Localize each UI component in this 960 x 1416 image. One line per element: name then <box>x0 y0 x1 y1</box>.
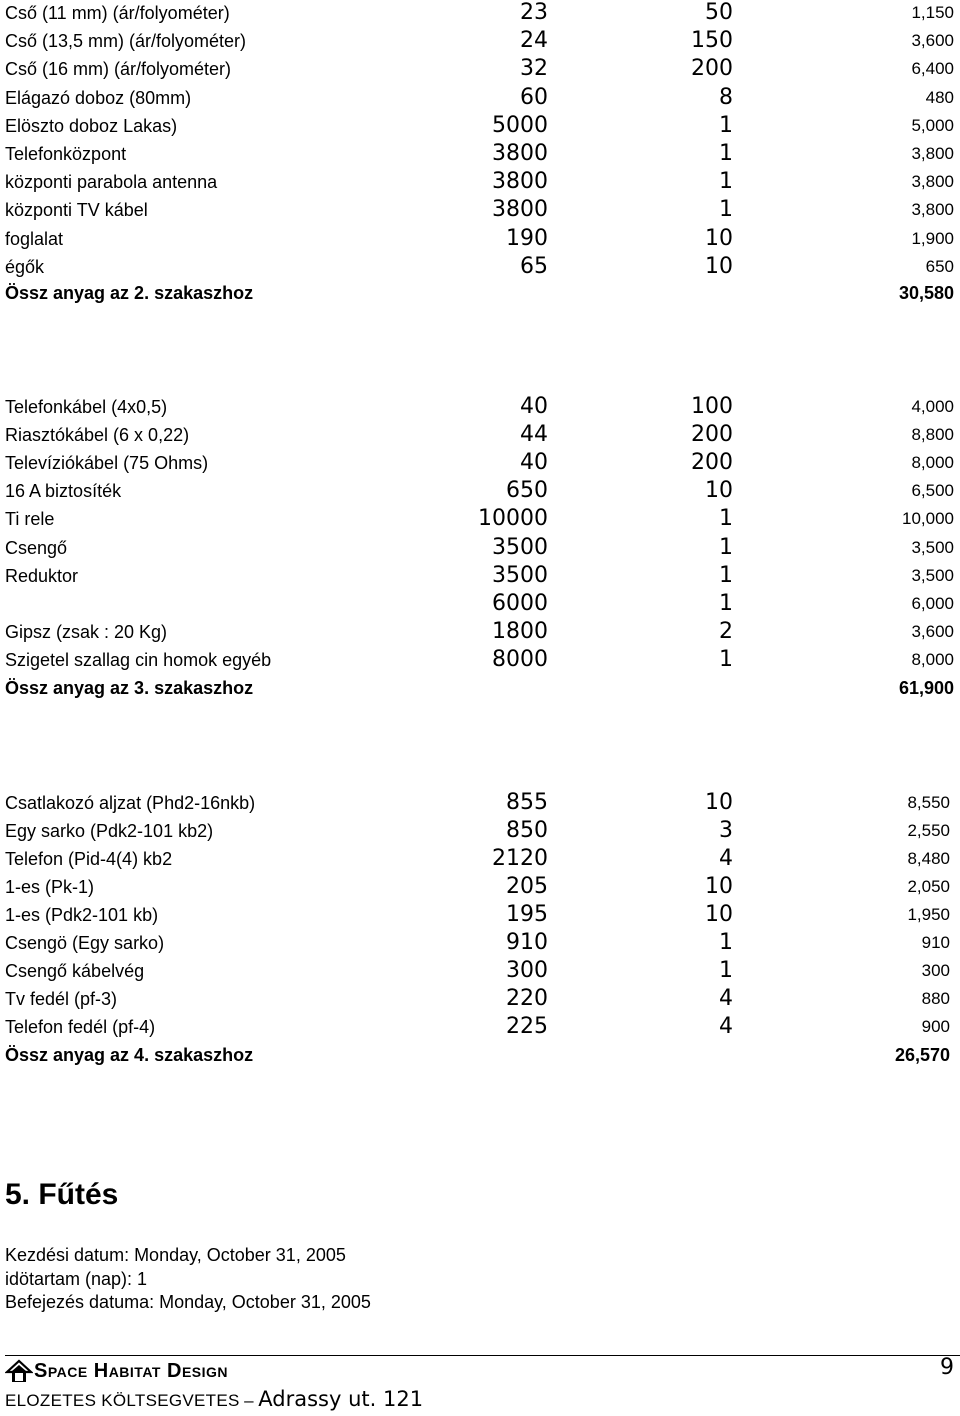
quantity: 1 <box>719 930 733 955</box>
line-total: 3,600 <box>911 621 954 641</box>
unit-price: 65 <box>520 253 548 279</box>
table-row <box>0 901 960 929</box>
unit-price: 855 <box>506 790 548 815</box>
line-total: 3,500 <box>911 537 954 557</box>
item-label: Ti rele <box>5 509 55 530</box>
quantity: 1 <box>719 590 733 616</box>
unit-price: 195 <box>506 902 548 927</box>
item-label: Telefonkábel (4x0,5) <box>5 397 168 417</box>
unit-price: 2120 <box>492 846 548 871</box>
unit-price: 910 <box>506 930 548 955</box>
item-label: Cső (11 mm) (ár/folyométer) <box>5 3 230 23</box>
item-label: Elágazó doboz (80mm) <box>5 87 192 108</box>
line-total: 900 <box>921 1017 950 1036</box>
unit-price: 3800 <box>492 169 548 195</box>
quantity: 10 <box>705 225 733 251</box>
table-row <box>0 618 960 646</box>
item-label: Reduktor <box>5 565 79 586</box>
line-total: 650 <box>925 256 954 276</box>
quantity: 8 <box>719 84 733 110</box>
table-row <box>0 789 960 817</box>
unit-price: 190 <box>506 225 548 251</box>
quantity: 10 <box>705 253 733 279</box>
table-row <box>0 112 960 140</box>
line-total: 3,600 <box>911 31 954 51</box>
table-row <box>0 449 960 477</box>
line-total: 480 <box>925 87 954 107</box>
summary-row <box>0 279 960 307</box>
line-total: 5,000 <box>911 115 954 135</box>
quantity: 1 <box>719 112 733 138</box>
table-row <box>0 477 960 505</box>
unit-price: 40 <box>520 450 548 476</box>
footer-subtitle <box>5 1387 423 1411</box>
quantity: 1 <box>719 141 733 166</box>
quantity: 200 <box>691 422 733 448</box>
quantity: 1 <box>719 958 733 983</box>
quantity: 1 <box>719 646 733 672</box>
table-row <box>0 393 960 421</box>
footer-dash: – <box>244 1391 254 1410</box>
quantity: 1 <box>719 534 733 560</box>
quantity: 1 <box>719 197 733 223</box>
unit-price: 10000 <box>478 506 548 532</box>
quantity: 150 <box>691 28 733 54</box>
unit-price: 850 <box>506 818 548 843</box>
line-total: 1,150 <box>911 3 954 22</box>
item-label: Csengő <box>5 537 68 558</box>
quantity: 10 <box>705 790 733 815</box>
item-label: Gipsz (zsak : 20 Kg) <box>5 621 168 642</box>
footer-divider <box>5 1355 960 1356</box>
table-row <box>0 27 960 55</box>
line-total: 10,000 <box>902 509 954 529</box>
line-total: 910 <box>921 933 950 952</box>
unit-price: 650 <box>506 478 548 504</box>
table-row <box>0 196 960 224</box>
table-row <box>0 817 960 845</box>
line-total: 6,000 <box>911 593 954 613</box>
unit-price: 5000 <box>492 112 548 138</box>
item-label: Cső (16 mm) (ár/folyométer) <box>5 59 232 80</box>
unit-price: 3800 <box>492 197 548 223</box>
line-total: 6,400 <box>911 59 954 79</box>
summary-label: Össz anyag az 3. szakaszhoz <box>5 678 254 698</box>
table-row <box>0 873 960 901</box>
quantity: 4 <box>719 846 733 871</box>
quantity: 100 <box>691 394 733 419</box>
line-total: 8,000 <box>911 453 954 473</box>
table-row <box>0 562 960 590</box>
unit-price: 40 <box>520 394 548 419</box>
item-label: Elöszto doboz Lakas) <box>5 115 178 136</box>
table-row <box>0 929 960 957</box>
duration: idötartam (nap): 1 <box>5 1269 148 1289</box>
quantity: 3 <box>719 818 733 843</box>
quantity: 1 <box>719 169 733 195</box>
unit-price: 205 <box>506 874 548 899</box>
start-date: Kezdési datum: Monday, October 31, 2005 <box>5 1245 346 1265</box>
quantity: 2 <box>719 618 733 644</box>
item-label: Telefonközpont <box>5 144 127 164</box>
unit-price: 3500 <box>492 562 548 588</box>
unit-price: 3500 <box>492 534 548 560</box>
quantity: 4 <box>719 1014 733 1039</box>
table-row <box>0 168 960 196</box>
table-row <box>0 590 960 618</box>
item-label: foglalat <box>5 228 64 249</box>
section-5-heading: 5. Fűtés <box>5 1178 119 1211</box>
item-label: Telefon (Pid-4(4) kb2 <box>5 849 173 869</box>
line-total: 4,000 <box>911 397 954 416</box>
quantity: 10 <box>705 874 733 899</box>
unit-price: 60 <box>520 84 548 110</box>
item-label: 1-es (Pdk2-101 kb) <box>5 905 159 925</box>
unit-price: 225 <box>506 1014 548 1039</box>
unit-price: 32 <box>520 56 548 82</box>
summary-total: 61,900 <box>898 678 954 698</box>
line-total: 8,800 <box>911 425 954 445</box>
item-label: Telefon fedél (pf-4) <box>5 1017 156 1037</box>
item-label: 16 A biztosíték <box>5 481 122 502</box>
item-label: központi TV kábel <box>5 200 148 221</box>
line-total: 6,500 <box>911 481 954 501</box>
summary-label: Össz anyag az 4. szakaszhoz <box>5 1045 254 1065</box>
table-row <box>0 957 960 985</box>
table-row <box>0 1013 960 1041</box>
line-total: 3,800 <box>911 200 954 220</box>
item-label: Tv fedél (pf-3) <box>5 989 118 1009</box>
line-total: 8,480 <box>907 849 950 868</box>
table-row <box>0 845 960 873</box>
quantity: 1 <box>719 562 733 588</box>
line-total: 1,900 <box>911 228 954 248</box>
unit-price: 220 <box>506 986 548 1011</box>
summary-label: Össz anyag az 2. szakaszhoz <box>5 283 254 303</box>
line-total: 2,550 <box>907 821 950 840</box>
unit-price: 6000 <box>492 590 548 616</box>
summary-total: 30,580 <box>898 283 954 303</box>
doc-type: ELOZETES KÖLTSEGVETES <box>5 1391 240 1410</box>
table-row <box>0 225 960 253</box>
item-label: Riasztókábel (6 x 0,22) <box>5 425 190 446</box>
line-total: 8,000 <box>911 649 954 669</box>
item-label: Csatlakozó aljzat (Phd2-16nkb) <box>5 793 256 813</box>
table-row <box>0 140 960 168</box>
item-label: központi parabola antenna <box>5 172 218 193</box>
table-row <box>0 421 960 449</box>
address: Adrassy ut. 121 <box>258 1387 424 1411</box>
unit-price: 23 <box>520 0 548 25</box>
quantity: 200 <box>691 450 733 476</box>
page-number: 9 <box>940 1355 954 1380</box>
item-label: égők <box>5 256 45 277</box>
brand-name: Space Habitat Design <box>34 1360 229 1382</box>
table-row <box>0 985 960 1013</box>
item-label: Cső (13,5 mm) (ár/folyométer) <box>5 31 247 52</box>
summary-row <box>0 1041 960 1069</box>
table-row <box>0 505 960 533</box>
quantity: 1 <box>719 506 733 532</box>
quantity: 10 <box>705 902 733 927</box>
line-total: 880 <box>921 989 950 1008</box>
table-row <box>0 0 960 27</box>
item-label: Csengő kábelvég <box>5 961 145 981</box>
quantity: 50 <box>705 0 733 25</box>
table-row <box>0 253 960 281</box>
item-label: 1-es (Pk-1) <box>5 877 95 897</box>
unit-price: 1800 <box>492 618 548 644</box>
item-label: Televíziókábel (75 Ohms) <box>5 453 209 474</box>
line-total: 3,800 <box>911 172 954 192</box>
line-total: 3,500 <box>911 565 954 585</box>
line-total: 8,550 <box>907 793 950 812</box>
table-row <box>0 55 960 83</box>
quantity: 200 <box>691 56 733 82</box>
unit-price: 300 <box>506 958 548 983</box>
table-row <box>0 646 960 674</box>
unit-price: 44 <box>520 422 548 448</box>
line-total: 300 <box>921 961 950 980</box>
summary-row <box>0 674 960 702</box>
unit-price: 24 <box>520 28 548 54</box>
end-date: Befejezés datuma: Monday, October 31, 2005 <box>5 1292 371 1312</box>
house-logo-icon <box>5 1358 33 1384</box>
quantity: 4 <box>719 986 733 1011</box>
item-label: Szigetel szallag cin homok egyéb <box>5 649 272 670</box>
table-row <box>0 84 960 112</box>
line-total: 2,050 <box>907 877 950 896</box>
unit-price: 3800 <box>492 141 548 166</box>
item-label: Egy sarko (Pdk2-101 kb2) <box>5 821 214 841</box>
table-row <box>0 534 960 562</box>
summary-total: 26,570 <box>894 1045 950 1065</box>
line-total: 1,950 <box>907 905 950 924</box>
unit-price: 8000 <box>492 646 548 672</box>
line-total: 3,800 <box>911 144 954 163</box>
item-label: Csengö (Egy sarko) <box>5 933 165 953</box>
quantity: 10 <box>705 478 733 504</box>
